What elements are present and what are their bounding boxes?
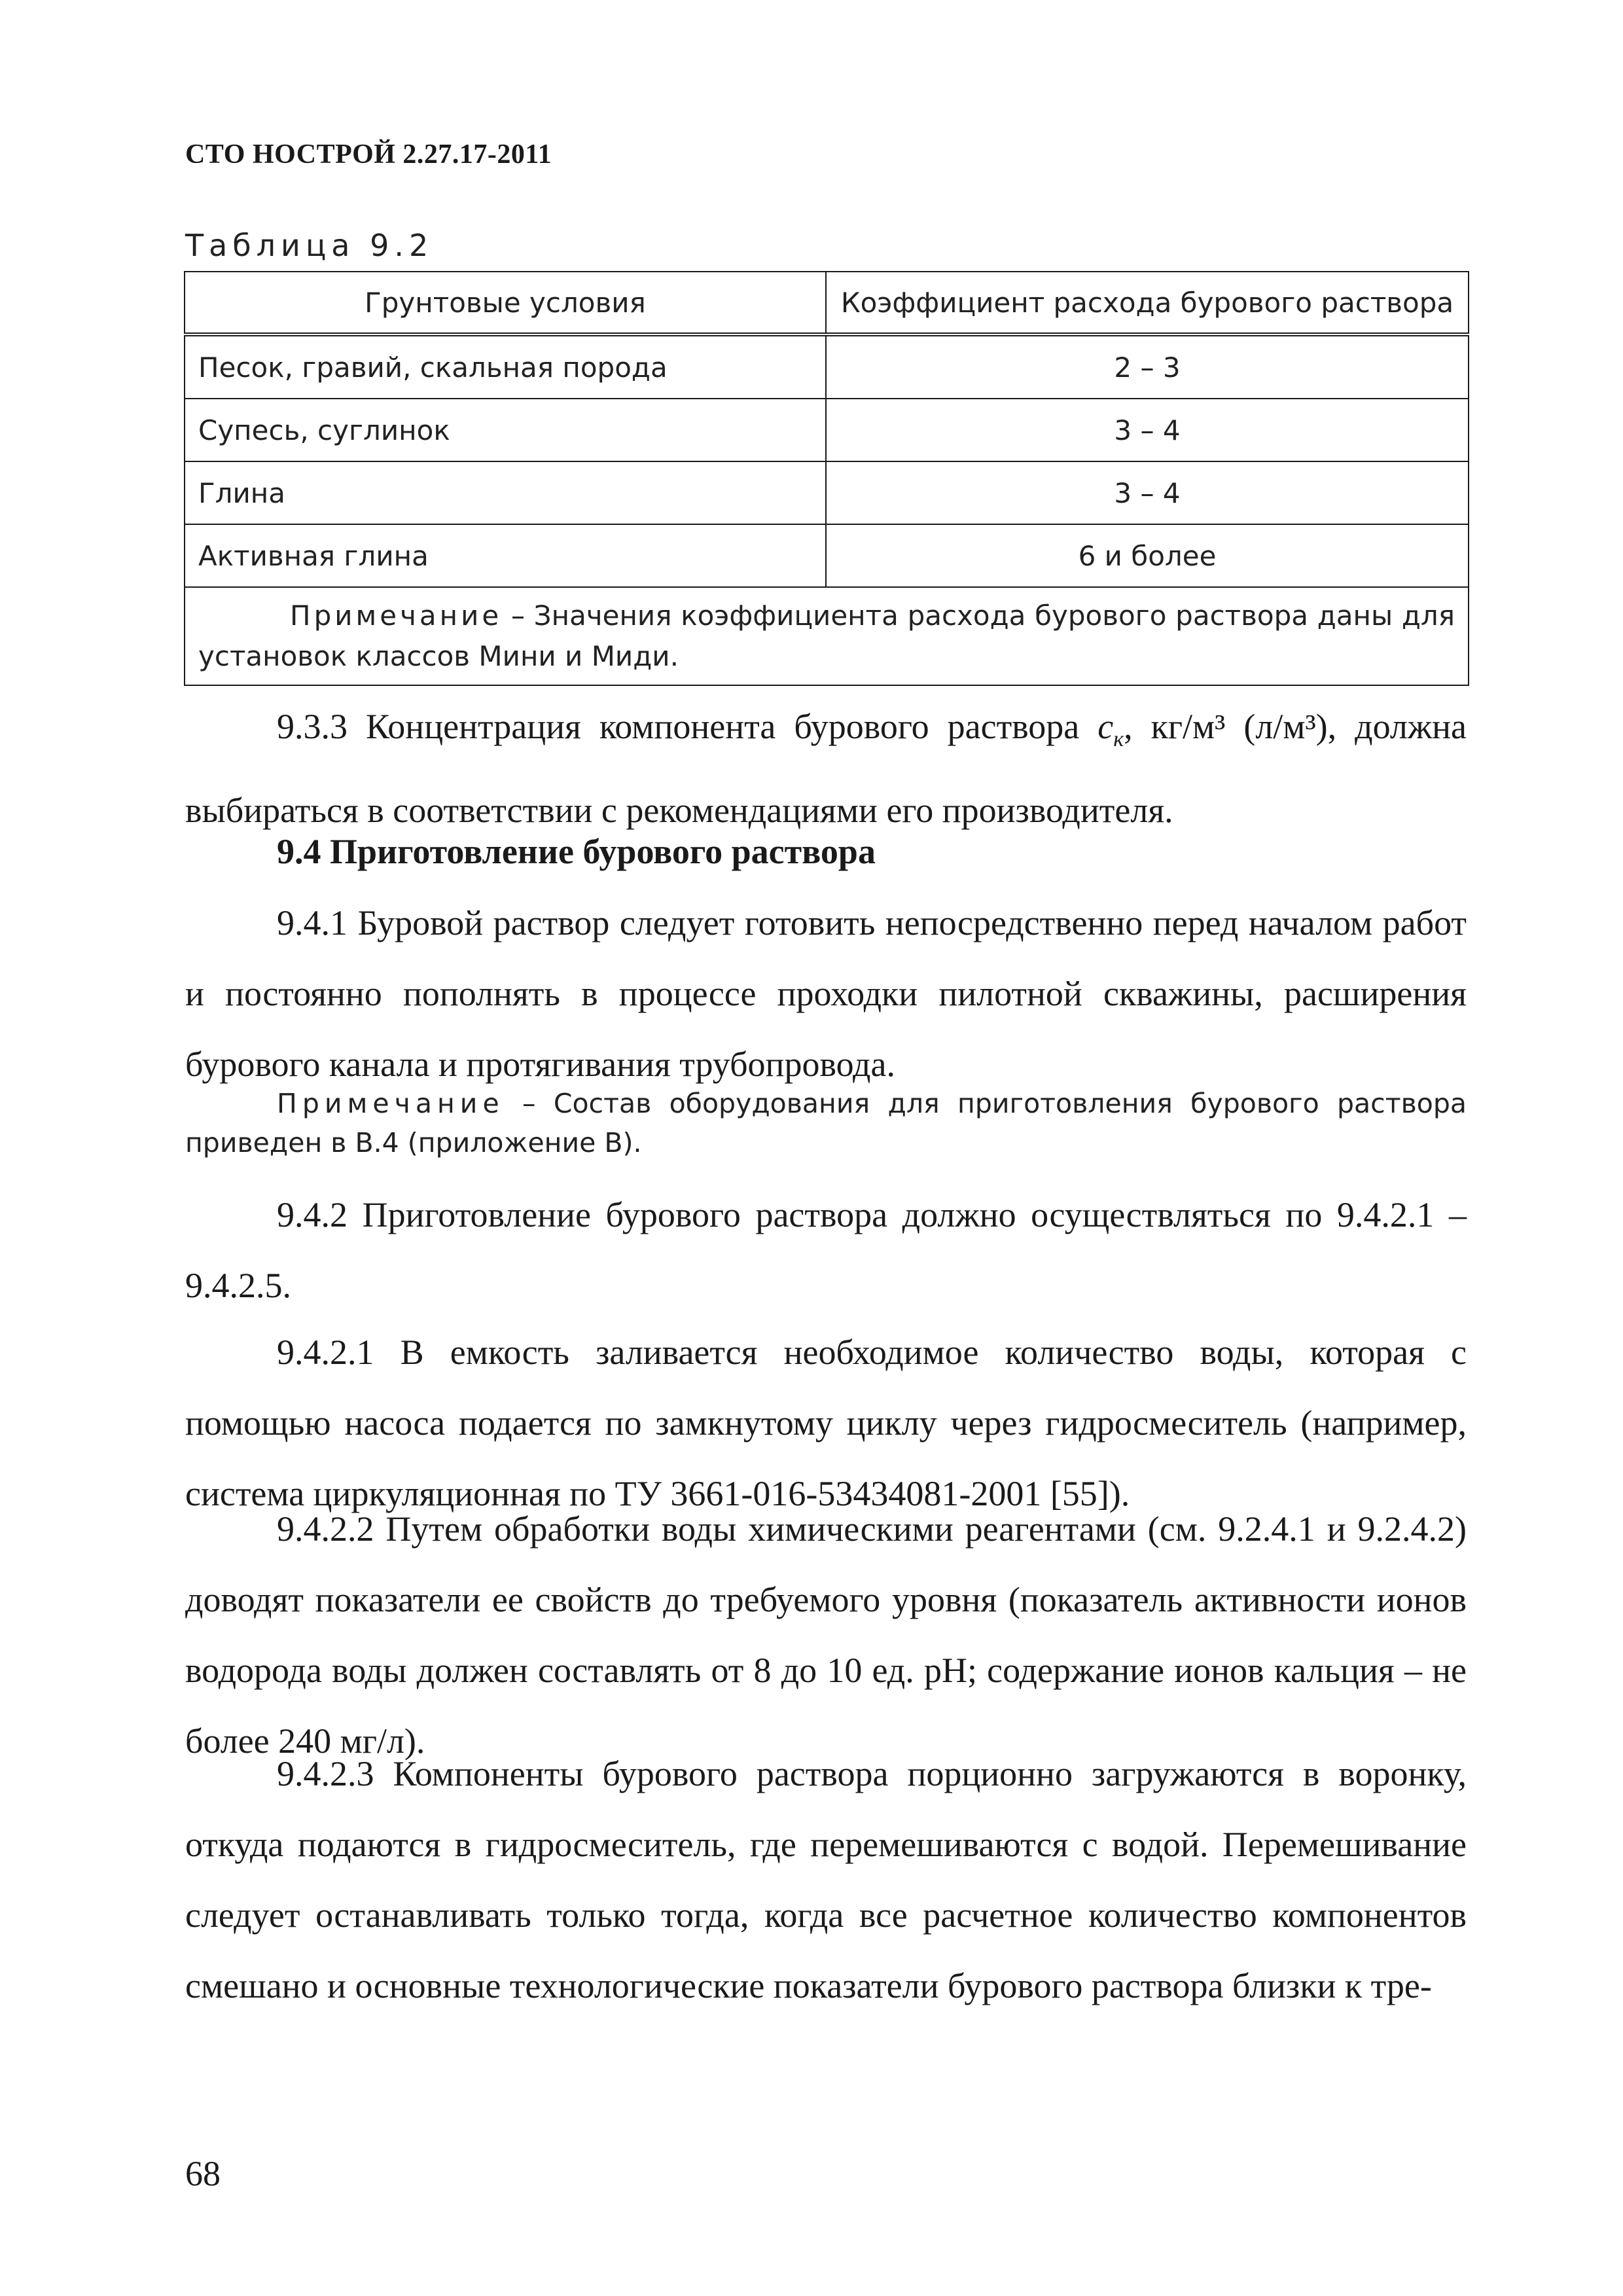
table-note-row: [185, 587, 1469, 685]
coefficient-cell: 6 и более: [826, 524, 1469, 587]
drilling-fluid-coefficient-table: [184, 271, 1469, 686]
table-note-label: Примечание: [290, 600, 503, 632]
soil-cell: Супесь, суглинок: [185, 399, 826, 461]
table-row: [185, 334, 1469, 399]
paragraph-9-3-3-tail: , кг/м³ (л/м³), должна выбираться в соответствии с рекомендациями его производителя.: [185, 707, 1467, 830]
section-heading-9-4: 9.4 Приготовление бурового раствора: [277, 832, 876, 871]
column-header-coefficient: Коэффициент расхода бурового раствора: [826, 272, 1469, 334]
concentration-subscript: к: [1113, 726, 1124, 751]
table-header-row: [185, 272, 1469, 334]
coefficient-cell: 3 – 4: [826, 399, 1469, 461]
document-code-header: СТО НОСТРОЙ 2.27.17-2011: [185, 139, 552, 170]
soil-cell: Активная глина: [185, 524, 826, 587]
concentration-symbol: c: [1097, 707, 1114, 746]
paragraph-9-3-3-text: 9.3.3 Концентрация компонента бурового раствора: [277, 707, 1098, 746]
note-text: – Состав оборудования для приготовления бурового раствора приведен в В.4 (приложение В).: [185, 1088, 1467, 1158]
page-number: 68: [185, 2154, 221, 2193]
note-equipment: [185, 1084, 1467, 1162]
table-row: [185, 524, 1469, 587]
paragraph-9-3-3: [185, 691, 1467, 846]
column-header-soil: Грунтовые условия: [185, 272, 826, 334]
table-row: [185, 461, 1469, 524]
coefficient-cell: 3 – 4: [826, 461, 1469, 524]
table-note: [185, 587, 1469, 685]
paragraph-9-4-1: 9.4.1 Буровой раствор следует готовить непосредственно перед началом работ и постоянно пополнять в процессе проходки пилотной скважины, расширения бурового канала и протягивания трубопровода.: [185, 903, 1467, 1084]
paragraph-9-4-2-3: 9.4.2.3 Компоненты бурового раствора порционно загружаются в воронку, откуда подаются в гидросмеситель, где перемешиваются с водой. Перемешивание следует останавливать только тогда, когда все расчетное количество компонентов смешано и основные технологические показатели бурового раствора близки к тре-: [185, 1754, 1467, 2005]
note-label: Примечание: [277, 1088, 505, 1119]
coefficient-cell: 2 – 3: [826, 334, 1469, 399]
table-caption: Таблица 9.2: [185, 228, 434, 263]
table-note-text: – Значения коэффициента расхода бурового раствора даны для установок классов Мини и Миди.: [198, 600, 1455, 672]
paragraph-9-4-2: 9.4.2 Приготовление бурового раствора должно осуществляться по 9.4.2.1 – 9.4.2.5.: [185, 1195, 1467, 1305]
table-row: [185, 399, 1469, 461]
paragraph-9-4-2-1: 9.4.2.1 В емкость заливается необходимое количество воды, которая с помощью насоса подается по замкнутому циклу через гидросмеситель (например, система циркуляционная по ТУ 3661-016-53434081-2001 [55]).: [185, 1333, 1467, 1513]
soil-cell: Песок, гравий, скальная порода: [185, 334, 826, 399]
soil-cell: Глина: [185, 461, 826, 524]
paragraph-9-4-2-2: 9.4.2.2 Путем обработки воды химическими реагентами (см. 9.2.4.1 и 9.2.4.2) доводят показатели ее свойств до требуемого уровня (показатель активности ионов водорода воды должен составлять от 8 до 10 ед. pH; содержание ионов кальция – не более 240 мг/л).: [185, 1509, 1467, 1761]
